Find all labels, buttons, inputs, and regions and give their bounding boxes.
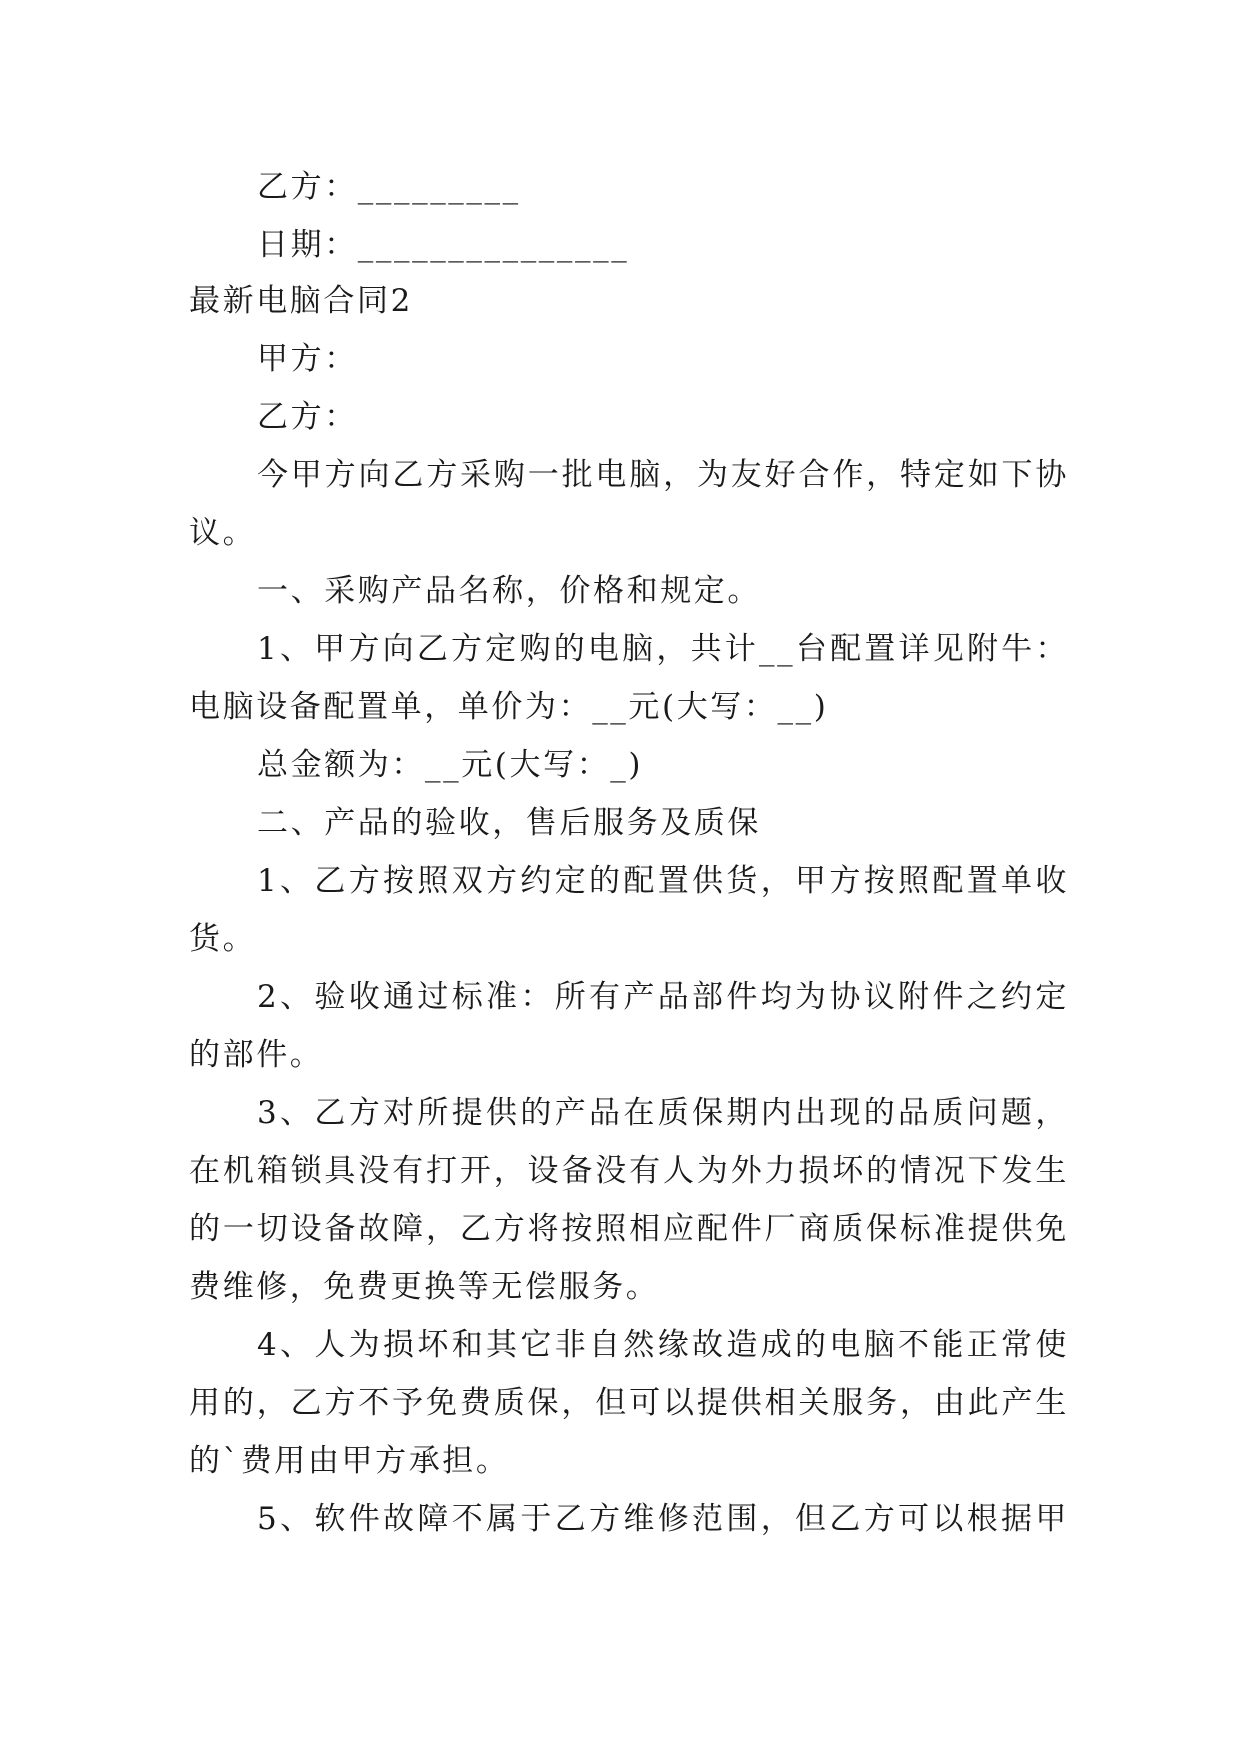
section-heading: 二、产品的验收，售后服务及质保 bbox=[257, 805, 761, 841]
paragraph-line: 4、人为损坏和其它非自然缘故造成的电脑不能正常使 bbox=[257, 1327, 1069, 1363]
paragraph-line: 3、乙方对所提供的产品在质保期内出现的品质问题， bbox=[257, 1095, 1069, 1131]
paragraph-line: 费维修，免费更换等无偿服务。 bbox=[189, 1269, 660, 1305]
paragraph-line: 2、验收通过标准：所有产品部件均为协议附件之约定 bbox=[257, 979, 1069, 1015]
paragraph-line: 的一切设备故障，乙方将按照相应配件厂商质保标准提供免 bbox=[189, 1211, 1069, 1247]
paragraph-line: 电脑设备配置单，单价为：__元(大写：__) bbox=[189, 689, 829, 725]
date-signature-line: 日期：_______________ bbox=[257, 227, 630, 263]
paragraph-line: 总金额为：__元(大写：_) bbox=[257, 747, 644, 783]
paragraph-line: 5、软件故障不属于乙方维修范围，但乙方可以根据甲 bbox=[257, 1501, 1069, 1537]
paragraph-line: 在机箱锁具没有打开，设备没有人为外力损坏的情况下发生 bbox=[189, 1153, 1069, 1189]
paragraph-line: 1、甲方向乙方定购的电脑，共计__台配置详见附牛： bbox=[257, 631, 1069, 667]
paragraph-line: 今甲方向乙方采购一批电脑，为友好合作，特定如下协 bbox=[257, 457, 1069, 493]
section-heading: 一、采购产品名称，价格和规定。 bbox=[257, 573, 761, 609]
paragraph-line: 用的，乙方不予免费质保，但可以提供相关服务，由此产生 bbox=[189, 1385, 1069, 1421]
paragraph-line: 的`费用由甲方承担。 bbox=[189, 1443, 510, 1479]
party-a-line: 甲方： bbox=[257, 341, 358, 377]
paragraph-line: 议。 bbox=[189, 515, 257, 551]
party-b-signature-line: 乙方：_________ bbox=[257, 169, 521, 205]
paragraph-line: 1、乙方按照双方约定的配置供货，甲方按照配置单收 bbox=[257, 863, 1069, 899]
paragraph-line: 货。 bbox=[189, 921, 257, 957]
contract-title: 最新电脑合同2 bbox=[189, 283, 413, 319]
paragraph-line: 的部件。 bbox=[189, 1037, 324, 1073]
party-b-line: 乙方： bbox=[257, 399, 358, 435]
